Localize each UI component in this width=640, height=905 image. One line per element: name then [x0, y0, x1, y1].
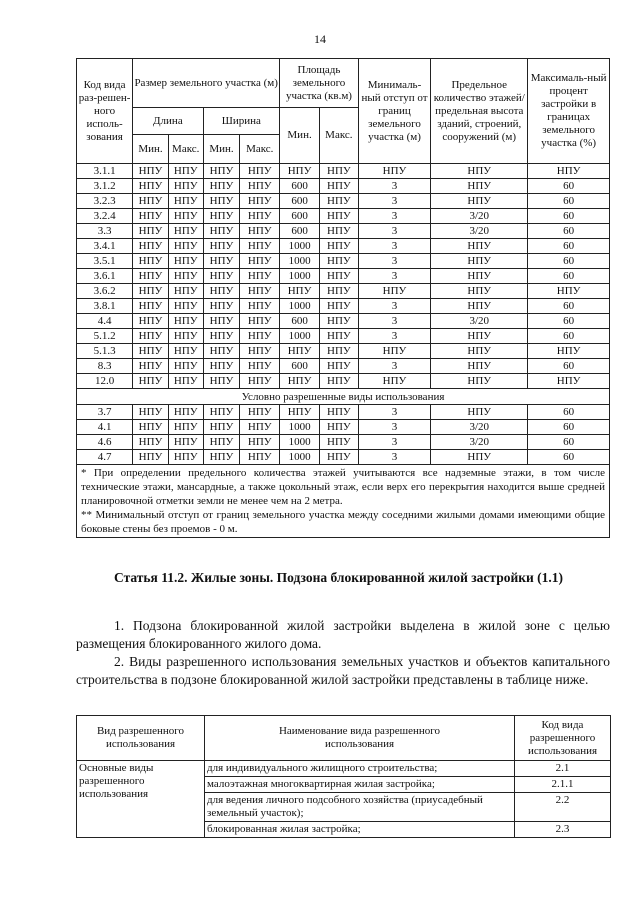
main-row — [77, 209, 610, 224]
use-name: для ведения личного подсобного хозяйства (приусадебный земельный участок); — [205, 793, 515, 822]
uses-row — [77, 761, 611, 777]
cell-length-min: НПУ — [133, 269, 169, 284]
cell-length-max: НПУ — [168, 254, 203, 269]
cell-floors: НПУ — [431, 164, 528, 179]
cell-floors: НПУ — [431, 374, 528, 389]
paragraph-2 — [76, 653, 610, 689]
cell-coverage: 60 — [528, 239, 610, 254]
cell-code: 3.6.2 — [77, 284, 133, 299]
cell-length-min: НПУ — [133, 224, 169, 239]
main-row — [77, 359, 610, 374]
zoning-parameters-table — [76, 58, 610, 538]
cell-length-min: НПУ — [133, 374, 169, 389]
uses-group-label: Основные виды разрешенного использования — [77, 761, 205, 838]
cell-width-max: НПУ — [240, 344, 280, 359]
cell-length-max: НПУ — [168, 209, 203, 224]
cell-width-min: НПУ — [203, 299, 240, 314]
cell-setback: 3 — [358, 420, 430, 435]
cell-width-min: НПУ — [203, 359, 240, 374]
cell-length-min: НПУ — [133, 435, 169, 450]
cell-floors: НПУ — [431, 269, 528, 284]
cell-length-min: НПУ — [133, 299, 169, 314]
use-code: 2.2 — [515, 793, 611, 822]
main-row — [77, 164, 610, 179]
conditional-row — [77, 435, 610, 450]
cell-setback: НПУ — [358, 344, 430, 359]
cell-area-min: НПУ — [280, 164, 320, 179]
header-code: Код вида раз-решен-ного исполь-зования — [77, 59, 133, 164]
cell-width-min: НПУ — [203, 314, 240, 329]
cell-setback: 3 — [358, 209, 430, 224]
cell-width-max: НПУ — [240, 299, 280, 314]
cell-area-max: НПУ — [319, 224, 358, 239]
footnote-1: * При определении предельного количества этажей учитываются все надземные этажи, в том числе технические этажи, мансардные, а также цокольный этаж, если верх его перекрытия находится выше средней планировочной отметки земли не менее чем на 2 метра. — [81, 467, 605, 507]
cell-width-min: НПУ — [203, 209, 240, 224]
header-area: Площадь земельного участка (кв.м) — [280, 59, 359, 108]
params-table-header — [77, 59, 610, 164]
main-row — [77, 269, 610, 284]
cell-coverage: 60 — [528, 435, 610, 450]
cell-area-min: НПУ — [280, 344, 320, 359]
cell-coverage: 60 — [528, 299, 610, 314]
cell-length-max: НПУ — [168, 314, 203, 329]
cell-area-max: НПУ — [319, 269, 358, 284]
main-row — [77, 299, 610, 314]
header-floors: Предельное количество этажей/ предельная высота зданий, строений, сооружений (м) — [431, 59, 528, 164]
cell-code: 3.7 — [77, 405, 133, 420]
cell-area-max: НПУ — [319, 239, 358, 254]
cell-length-max: НПУ — [168, 179, 203, 194]
cell-area-max: НПУ — [319, 194, 358, 209]
cell-length-max: НПУ — [168, 359, 203, 374]
cell-length-max: НПУ — [168, 194, 203, 209]
cell-floors: 3/20 — [431, 435, 528, 450]
main-row — [77, 194, 610, 209]
conditional-title: Условно разрешенные виды использования — [77, 389, 610, 405]
cell-coverage: НПУ — [528, 374, 610, 389]
cell-code: 3.1.2 — [77, 179, 133, 194]
main-row — [77, 254, 610, 269]
cell-length-min: НПУ — [133, 179, 169, 194]
cell-area-min: 1000 — [280, 239, 320, 254]
cell-area-max: НПУ — [319, 344, 358, 359]
cell-floors: НПУ — [431, 450, 528, 465]
cell-area-max: НПУ — [319, 254, 358, 269]
cell-coverage: 60 — [528, 209, 610, 224]
main-row — [77, 239, 610, 254]
cell-code: 3.4.1 — [77, 239, 133, 254]
paragraph-2-text: 2. Виды разрешенного использования земельных участков и объектов капитального строительства в подзоне блокированной жилой застройки представлены в таблице ниже. — [76, 654, 610, 687]
cell-floors: НПУ — [431, 359, 528, 374]
cell-coverage: 60 — [528, 224, 610, 239]
main-row — [77, 344, 610, 359]
cell-floors: 3/20 — [431, 224, 528, 239]
cell-setback: 3 — [358, 224, 430, 239]
uses-header-type: Вид разрешенного использования — [77, 716, 205, 761]
cell-width-min: НПУ — [203, 194, 240, 209]
cell-length-max: НПУ — [168, 224, 203, 239]
cell-length-max: НПУ — [168, 374, 203, 389]
cell-length-min: НПУ — [133, 344, 169, 359]
conditional-row — [77, 450, 610, 465]
cell-floors: 3/20 — [431, 314, 528, 329]
cell-width-min: НПУ — [203, 284, 240, 299]
cell-width-max: НПУ — [240, 284, 280, 299]
cell-setback: 3 — [358, 359, 430, 374]
cell-area-min: 600 — [280, 209, 320, 224]
cell-area-min: 600 — [280, 359, 320, 374]
cell-width-max: НПУ — [240, 194, 280, 209]
cell-area-min: 1000 — [280, 269, 320, 284]
main-row — [77, 179, 610, 194]
use-code: 2.3 — [515, 822, 611, 838]
cell-area-max: НПУ — [319, 450, 358, 465]
cell-width-max: НПУ — [240, 374, 280, 389]
cell-width-max: НПУ — [240, 209, 280, 224]
cell-setback: 3 — [358, 450, 430, 465]
cell-area-max: НПУ — [319, 374, 358, 389]
cell-setback: 3 — [358, 179, 430, 194]
cell-code: 3.2.4 — [77, 209, 133, 224]
uses-header-name: Наименование вида разрешенного использования — [205, 716, 515, 761]
header-width: Ширина — [203, 108, 280, 135]
cell-width-max: НПУ — [240, 450, 280, 465]
header-width-max: Макс. — [240, 135, 280, 164]
use-code: 2.1.1 — [515, 777, 611, 793]
header-area-max: Макс. — [319, 108, 358, 164]
cell-length-min: НПУ — [133, 405, 169, 420]
cell-code: 3.8.1 — [77, 299, 133, 314]
cell-area-max: НПУ — [319, 284, 358, 299]
cell-floors: НПУ — [431, 179, 528, 194]
cell-floors: НПУ — [431, 254, 528, 269]
cell-coverage: 60 — [528, 254, 610, 269]
cell-length-min: НПУ — [133, 314, 169, 329]
header-setback: Минималь-ный отступ от границ земельного участка (м) — [358, 59, 430, 164]
cell-length-min: НПУ — [133, 194, 169, 209]
paragraph-1-text: 1. Подзона блокированной жилой застройки выделена в жилой зоне с целью размещения блокированного жилого дома. — [76, 618, 610, 651]
cell-area-min: НПУ — [280, 405, 320, 420]
page-number: 14 — [314, 32, 326, 46]
use-name: для индивидуального жилищного строительства; — [205, 761, 515, 777]
cell-area-min: 600 — [280, 179, 320, 194]
cell-area-max: НПУ — [319, 164, 358, 179]
header-length-min: Мин. — [133, 135, 169, 164]
cell-code: 8.3 — [77, 359, 133, 374]
cell-coverage: 60 — [528, 329, 610, 344]
cell-setback: 3 — [358, 435, 430, 450]
cell-length-min: НПУ — [133, 329, 169, 344]
cell-setback: 3 — [358, 314, 430, 329]
cell-width-min: НПУ — [203, 374, 240, 389]
cell-length-max: НПУ — [168, 405, 203, 420]
cell-width-max: НПУ — [240, 420, 280, 435]
cell-area-max: НПУ — [319, 329, 358, 344]
cell-setback: НПУ — [358, 374, 430, 389]
cell-length-max: НПУ — [168, 239, 203, 254]
cell-code: 5.1.3 — [77, 344, 133, 359]
cell-setback: НПУ — [358, 164, 430, 179]
cell-area-max: НПУ — [319, 435, 358, 450]
cell-floors: НПУ — [431, 405, 528, 420]
cell-length-min: НПУ — [133, 420, 169, 435]
header-coverage: Максималь-ный процент застройки в границах земельного участка (%) — [528, 59, 610, 164]
cell-area-min: 600 — [280, 224, 320, 239]
cell-code: 4.1 — [77, 420, 133, 435]
cell-area-max: НПУ — [319, 359, 358, 374]
cell-area-min: 600 — [280, 314, 320, 329]
cell-width-min: НПУ — [203, 224, 240, 239]
header-size: Размер земельного участка (м) — [133, 59, 280, 108]
cell-setback: 3 — [358, 405, 430, 420]
uses-rows — [77, 761, 611, 838]
cell-length-min: НПУ — [133, 209, 169, 224]
cell-width-max: НПУ — [240, 405, 280, 420]
paragraph-1 — [76, 617, 610, 653]
conditional-rows — [77, 405, 610, 465]
cell-width-max: НПУ — [240, 254, 280, 269]
cell-width-max: НПУ — [240, 224, 280, 239]
footnote-2: ** Минимальный отступ от границ земельного участка между соседними жилыми домами имеющими общие боковые стены без проемов - 0 м. — [81, 509, 605, 535]
cell-area-min: 1000 — [280, 254, 320, 269]
header-length: Длина — [133, 108, 203, 135]
cell-code: 3.3 — [77, 224, 133, 239]
main-rows — [77, 164, 610, 389]
use-name: блокированная жилая застройка; — [205, 822, 515, 838]
permitted-uses-table — [76, 715, 611, 838]
cell-width-min: НПУ — [203, 254, 240, 269]
cell-area-max: НПУ — [319, 405, 358, 420]
cell-width-max: НПУ — [240, 269, 280, 284]
cell-length-max: НПУ — [168, 435, 203, 450]
article-heading — [76, 568, 610, 587]
cell-length-min: НПУ — [133, 284, 169, 299]
cell-coverage: 60 — [528, 450, 610, 465]
conditional-row — [77, 420, 610, 435]
cell-length-max: НПУ — [168, 450, 203, 465]
main-row — [77, 224, 610, 239]
cell-code: 3.5.1 — [77, 254, 133, 269]
cell-setback: НПУ — [358, 284, 430, 299]
cell-area-min: 1000 — [280, 299, 320, 314]
cell-floors: НПУ — [431, 284, 528, 299]
cell-length-min: НПУ — [133, 450, 169, 465]
cell-width-max: НПУ — [240, 164, 280, 179]
main-row — [77, 284, 610, 299]
cell-coverage: НПУ — [528, 284, 610, 299]
cell-setback: 3 — [358, 194, 430, 209]
main-row — [77, 314, 610, 329]
cell-width-min: НПУ — [203, 179, 240, 194]
main-row — [77, 329, 610, 344]
cell-floors: НПУ — [431, 344, 528, 359]
cell-coverage: 60 — [528, 420, 610, 435]
cell-width-min: НПУ — [203, 269, 240, 284]
cell-width-max: НПУ — [240, 314, 280, 329]
cell-coverage: 60 — [528, 269, 610, 284]
use-name: малоэтажная многоквартирная жилая застройка; — [205, 777, 515, 793]
cell-width-min: НПУ — [203, 329, 240, 344]
cell-code: 4.7 — [77, 450, 133, 465]
cell-floors: 3/20 — [431, 209, 528, 224]
cell-code: 4.4 — [77, 314, 133, 329]
cell-width-max: НПУ — [240, 435, 280, 450]
cell-coverage: 60 — [528, 314, 610, 329]
cell-code: 4.6 — [77, 435, 133, 450]
article-heading-text: Статья 11.2. Жилые зоны. Подзона блокированной жилой застройки (1.1) — [114, 570, 564, 585]
cell-floors: НПУ — [431, 194, 528, 209]
cell-length-min: НПУ — [133, 359, 169, 374]
cell-width-min: НПУ — [203, 405, 240, 420]
cell-length-max: НПУ — [168, 420, 203, 435]
cell-width-max: НПУ — [240, 179, 280, 194]
cell-setback: 3 — [358, 254, 430, 269]
cell-setback: 3 — [358, 239, 430, 254]
cell-area-min: 1000 — [280, 420, 320, 435]
cell-length-max: НПУ — [168, 269, 203, 284]
cell-length-max: НПУ — [168, 344, 203, 359]
cell-code: 3.6.1 — [77, 269, 133, 284]
cell-length-min: НПУ — [133, 239, 169, 254]
cell-area-max: НПУ — [319, 314, 358, 329]
cell-coverage: 60 — [528, 359, 610, 374]
cell-coverage: НПУ — [528, 344, 610, 359]
cell-area-min: НПУ — [280, 374, 320, 389]
cell-code: 3.1.1 — [77, 164, 133, 179]
conditional-row — [77, 405, 610, 420]
cell-width-min: НПУ — [203, 164, 240, 179]
cell-code: 5.1.2 — [77, 329, 133, 344]
cell-area-max: НПУ — [319, 179, 358, 194]
cell-width-min: НПУ — [203, 420, 240, 435]
cell-floors: НПУ — [431, 299, 528, 314]
cell-width-min: НПУ — [203, 344, 240, 359]
cell-width-min: НПУ — [203, 239, 240, 254]
cell-setback: 3 — [358, 299, 430, 314]
cell-width-max: НПУ — [240, 239, 280, 254]
cell-length-min: НПУ — [133, 254, 169, 269]
notes-section — [77, 465, 610, 538]
cell-coverage: НПУ — [528, 164, 610, 179]
cell-length-max: НПУ — [168, 164, 203, 179]
cell-floors: НПУ — [431, 239, 528, 254]
cell-coverage: 60 — [528, 194, 610, 209]
cell-floors: НПУ — [431, 329, 528, 344]
cell-floors: 3/20 — [431, 420, 528, 435]
header-width-min: Мин. — [203, 135, 240, 164]
cell-width-min: НПУ — [203, 435, 240, 450]
cell-area-max: НПУ — [319, 209, 358, 224]
cell-length-max: НПУ — [168, 299, 203, 314]
cell-length-max: НПУ — [168, 284, 203, 299]
cell-area-min: НПУ — [280, 284, 320, 299]
cell-area-min: 1000 — [280, 450, 320, 465]
header-length-max: Макс. — [168, 135, 203, 164]
main-row — [77, 374, 610, 389]
uses-header-code: Код вида разрешенного использования — [515, 716, 611, 761]
cell-setback: 3 — [358, 269, 430, 284]
header-area-min: Мин. — [280, 108, 320, 164]
cell-code: 12.0 — [77, 374, 133, 389]
cell-width-min: НПУ — [203, 450, 240, 465]
cell-setback: 3 — [358, 329, 430, 344]
cell-area-min: 600 — [280, 194, 320, 209]
use-code: 2.1 — [515, 761, 611, 777]
cell-area-max: НПУ — [319, 299, 358, 314]
cell-code: 3.2.3 — [77, 194, 133, 209]
cell-width-max: НПУ — [240, 359, 280, 374]
cell-width-max: НПУ — [240, 329, 280, 344]
cell-area-min: 1000 — [280, 435, 320, 450]
cell-area-min: 1000 — [280, 329, 320, 344]
cell-coverage: 60 — [528, 179, 610, 194]
cell-area-max: НПУ — [319, 420, 358, 435]
cell-length-min: НПУ — [133, 164, 169, 179]
cell-coverage: 60 — [528, 405, 610, 420]
cell-length-max: НПУ — [168, 329, 203, 344]
conditional-section — [77, 389, 610, 405]
